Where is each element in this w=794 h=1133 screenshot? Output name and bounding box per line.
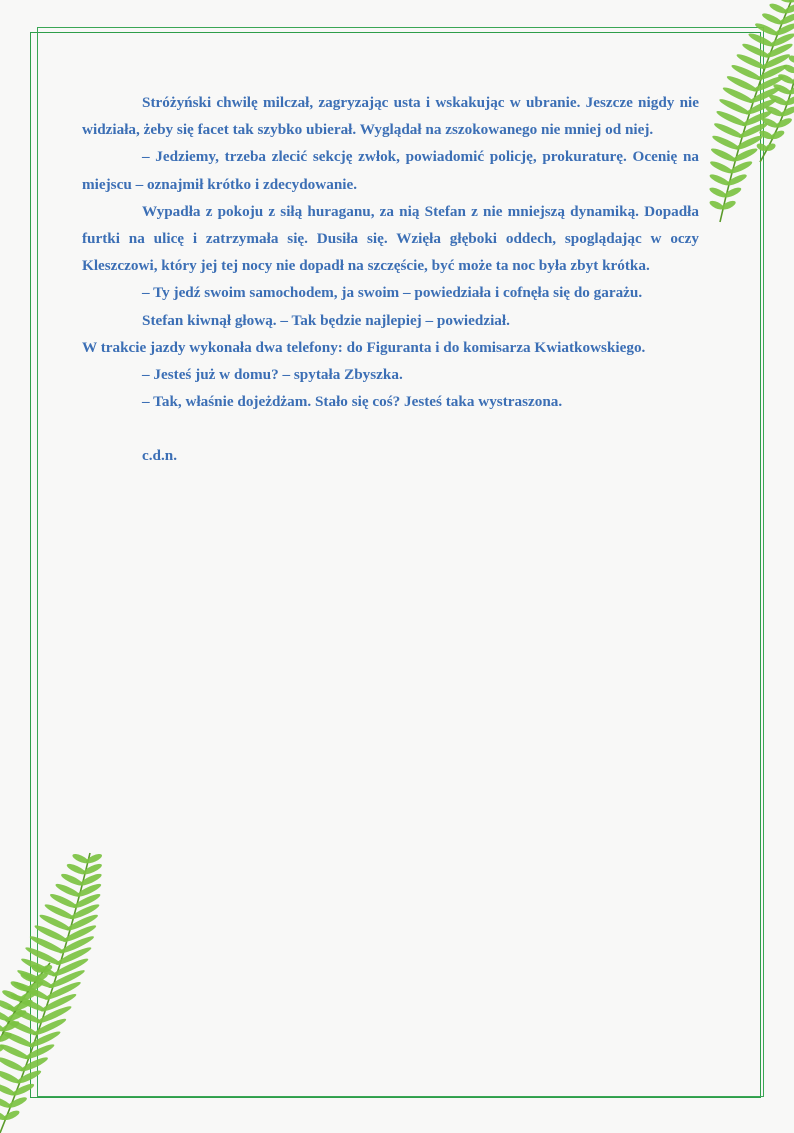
- paragraph-5: Stefan kiwnął głową. – Tak będzie najlepiej – powiedział.: [82, 307, 699, 334]
- spacer: [82, 415, 699, 442]
- paragraph-4: – Ty jedź swoim samochodem, ja swoim – powiedziała i cofnęła się do garażu.: [82, 279, 699, 306]
- paragraph-8: – Tak, właśnie dojeżdżam. Stało się coś? Jesteś taka wystraszona.: [82, 388, 699, 415]
- paragraph-2: – Jedziemy, trzeba zlecić sekcję zwłok, powiadomić policję, prokuraturę. Ocenię na miejscu – oznajmił krótko i zdecydowanie.: [82, 143, 699, 197]
- paragraph-6: W trakcie jazdy wykonała dwa telefony: do Figuranta i do komisarza Kwiatkowskiego.: [82, 334, 699, 361]
- paragraph-7: – Jesteś już w domu? – spytała Zbyszka.: [82, 361, 699, 388]
- document-body: [82, 89, 699, 470]
- paragraph-3: Wypadła z pokoju z siłą huraganu, za nią Stefan z nie mniejszą dynamiką. Dopadła furtki na ulicę i zatrzymała się. Dusiła się. Wzięła głęboki oddech, spoglądając w oczy Kleszczowi, który jej tej nocy nie dopadł na szczęście, być może ta noc była zbyt krótka.: [82, 198, 699, 280]
- paragraph-1: Stróżyński chwilę milczał, zagryzając usta i wskakując w ubranie. Jeszcze nigdy nie widziała, żeby się facet tak szybko ubierał. Wyglądał na zszokowanego nie mniej od niej.: [82, 89, 699, 143]
- continuation-mark: c.d.n.: [82, 442, 699, 469]
